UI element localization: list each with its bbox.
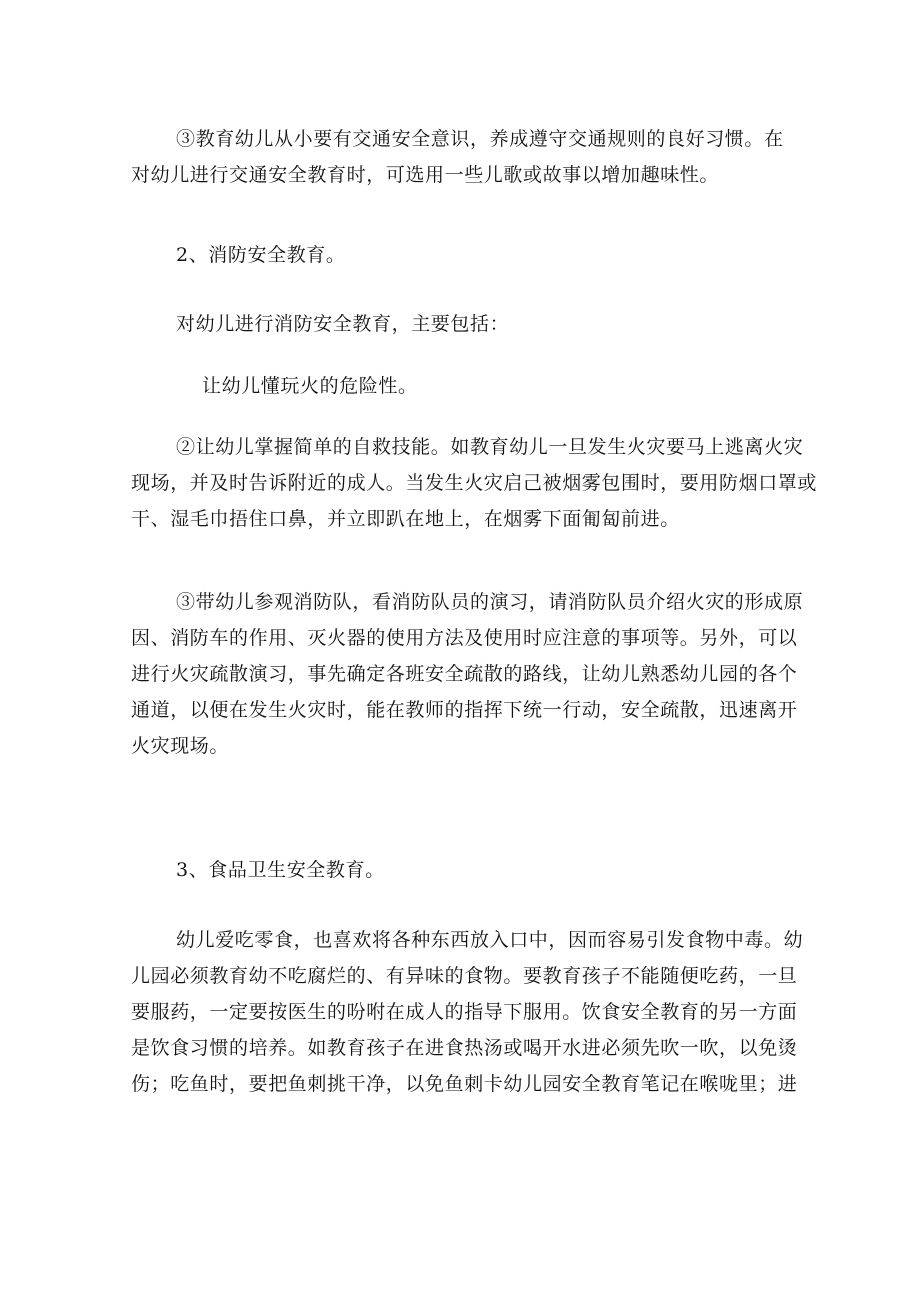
text-line: 是饮食习惯的培养。如教育孩子在进食热汤或喝开水进必须先吹一吹，以免烫 — [131, 1037, 798, 1059]
text-line: 火灾现场。 — [131, 735, 230, 757]
paragraph-fire-3 — [131, 584, 815, 764]
paragraph-fire-2 — [131, 429, 818, 537]
paragraph-fire-intro — [131, 306, 815, 342]
section-heading-fire — [131, 237, 815, 273]
text-line: 进行火灾疏散演习，事先确定各班安全疏散的路线，让幼儿熟悉幼儿园的各个 — [131, 663, 798, 685]
text-line: 儿园必须教育幼不吃腐烂的、有异味的食物。要教育孩子不能随便吃药，一旦 — [131, 965, 798, 987]
text-line: 干、湿毛巾捂住口鼻，并立即趴在地上，在烟雾下面匍匐前进。 — [131, 508, 680, 530]
text-line: ②让幼儿掌握简单的自救技能。如教育幼儿一旦发生火灾要马上逃离火灾 — [176, 436, 804, 458]
text-line: ③教育幼儿从小要有交通安全意识，养成遵守交通规则的良好习惯。在 — [176, 128, 784, 150]
text-line: 对幼儿进行消防安全教育，主要包括： — [176, 313, 510, 335]
text-line: 2、消防安全教育。 — [176, 244, 346, 266]
text-line: ③带幼儿参观消防队，看消防队员的演习，请消防队员介绍火灾的形成原 — [176, 591, 804, 613]
text-line: 让幼儿懂玩火的危险性。 — [202, 375, 418, 397]
section-heading-food — [131, 852, 815, 888]
text-line: 通道，以便在发生火灾时，能在教师的指挥下统一行动，安全疏散，迅速离开 — [131, 699, 798, 721]
text-line: 要服药，一定要按医生的吩咐在成人的指导下服用。饮食安全教育的另一方面 — [131, 1001, 798, 1023]
text-line: 伤；吃鱼时，要把鱼刺挑干净，以免鱼刺卡幼儿园安全教育笔记在喉咙里；进 — [131, 1073, 798, 1095]
text-line: 幼儿爱吃零食，也喜欢将各种东西放入口中，因而容易引发食物中毒。幼 — [176, 929, 804, 951]
paragraph-food — [131, 922, 815, 1102]
paragraph-traffic-3 — [131, 121, 815, 193]
text-line: 现场，并及时告诉附近的成人。当发生火灾启己被烟雾包围时，要用防烟口罩或 — [131, 472, 818, 494]
text-line: 3、食品卫生安全教育。 — [176, 859, 385, 881]
paragraph-fire-1 — [131, 368, 815, 404]
text-line: 因、消防车的作用、灭火器的使用方法及使用时应注意的事项等。另外，可以 — [131, 627, 798, 649]
text-line: 对幼儿进行交通安全教育时，可选用一些儿歌或故事以增加趣味性。 — [131, 164, 720, 186]
